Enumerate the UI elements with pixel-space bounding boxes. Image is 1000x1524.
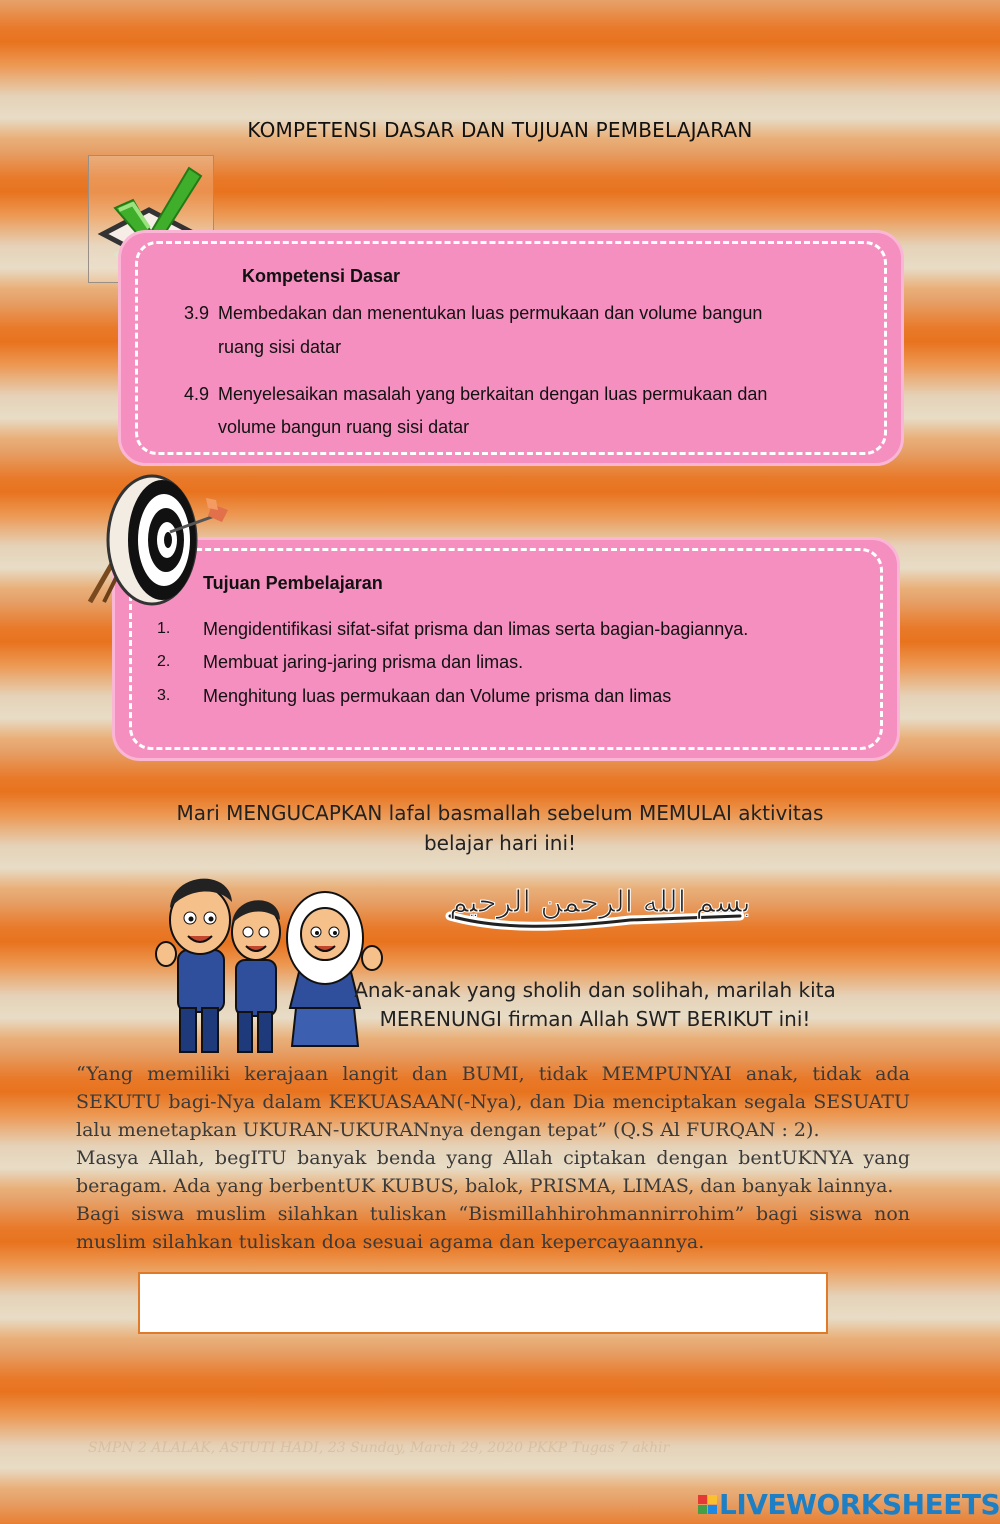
kompetensi-item-text: Membedakan dan menentukan luas permukaan dan volume bangun [218,303,763,323]
tujuan-item-num: 2. [157,653,171,670]
answer-input[interactable] [138,1272,828,1334]
tujuan-item-text: Menghitung luas permukaan dan Volume prisma dan limas [203,686,672,706]
instruction-paragraph: Bagi siswa muslim silahkan tuliskan “Bismillahhirohmannirrohim” bagi siswa non muslim silahkan tuliskan doa sesuai agama dan kepercayaannya. [76,1203,910,1253]
tujuan-item-num: 3. [157,687,171,704]
kompetensi-dasar-card [118,230,904,466]
calligraphy-text: بسم الله الرحمن الرحيم [449,885,751,920]
tujuan-heading: Tujuan Pembelajaran [203,573,383,593]
basmala-intro-line: Mari MENGUCAPKAN lafal basmallah sebelum MEMULAI aktivitas [176,801,824,825]
kompetensi-item-text: ruang sisi datar [218,337,342,357]
basmala-intro-line: belajar hari ini! [423,831,577,855]
faint-footer-text: SMPN 2 ALALAK, ASTUTI HADI, 23 Sunday, March 29, 2020 PKKP Tugas 7 akhir [88,1440,670,1456]
page-title: KOMPETENSI DASAR DAN TUJUAN PEMBELAJARAN [247,118,753,142]
kompetensi-item-text: Menyelesaikan masalah yang berkaitan dengan luas permukaan dan [218,384,768,404]
kompetensi-heading: Kompetensi Dasar [242,266,401,286]
kompetensi-item-text: volume bangun ruang sisi datar [218,417,470,437]
kompetensi-item-num: 3.9 [184,303,210,323]
basmala-intro-text [170,798,830,858]
quran-quote: “Yang memiliki kerajaan langit dan BUMI, tidak MEMPUNYAI anak, tidak ada SEKUTU bagi-Nya dalam KEKUASAAN(-Nya), dan Dia menciptakan segala SESUATU lalu menetapkan UKURAN-UKURANnya dengan tepat” (Q.S Al FURQAN : 2). [76,1063,910,1141]
tujuan-item-num: 1. [157,620,171,637]
tujuan-item-text: Membuat jaring-jaring prisma dan limas. [203,652,524,672]
target-icon [82,470,232,615]
reflection-text [340,976,850,1034]
reflection-line: Anak-anak yang sholih dan solihah, marilah kita [354,978,836,1002]
tujuan-item-text: Mengidentifikasi sifat-sifat prisma dan limas serta bagian-bagiannya. [203,619,749,639]
logo-blocks-icon [698,1495,717,1514]
liveworksheets-logo [698,1484,1000,1524]
kompetensi-item-num: 4.9 [184,384,210,404]
body-paragraph: Masya Allah, begITU banyak benda yang Allah ciptakan dengan bentUKNYA yang beragam. Ada yang berbentUK KUBUS, balok, PRISMA, LIMAS, dan banyak lainnya. [76,1147,910,1197]
reflection-line: MERENUNGI firman Allah SWT BERIKUT ini! [379,1007,811,1031]
body-text [76,1060,910,1256]
brand-name: LIVEWORKSHEETS [719,1487,1000,1521]
basmala-calligraphy [440,872,760,942]
